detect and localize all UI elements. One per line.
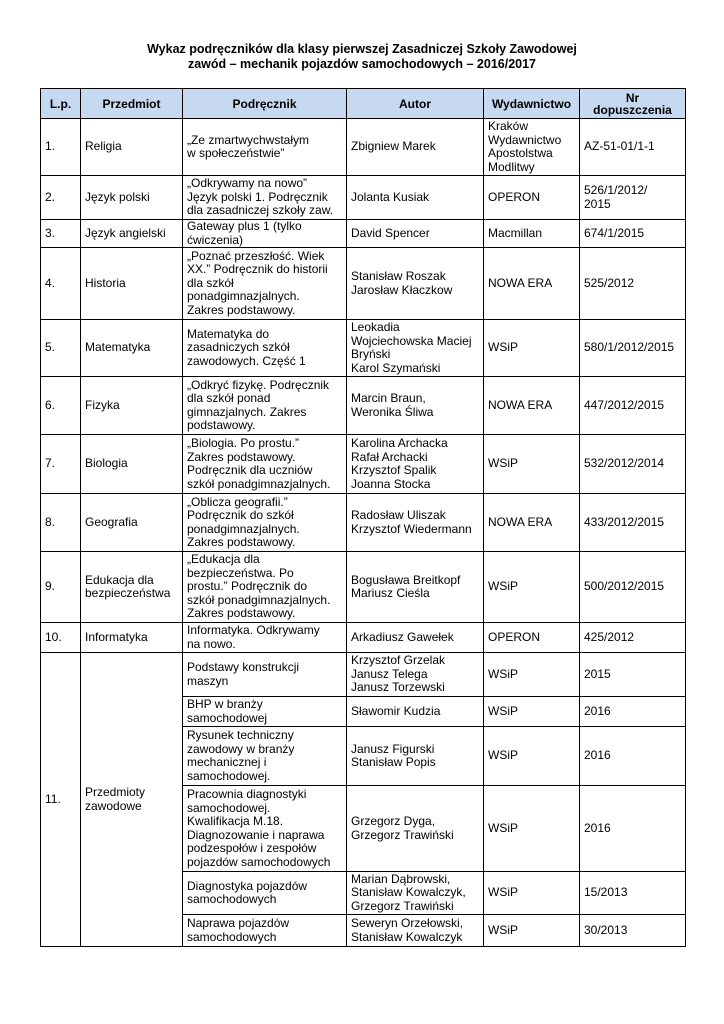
cell-subject: Religia — [81, 119, 183, 176]
cell-subject: Informatyka — [81, 623, 183, 653]
textbook-table — [40, 88, 686, 947]
cell-approval-number: 674/1/2015 — [580, 220, 686, 248]
cell-author: Stanisław Roszak Jarosław Kłaczkow — [347, 248, 484, 320]
cell-author: Marcin Braun, Weronika Śliwa — [347, 377, 484, 435]
cell-lp: 8. — [41, 494, 81, 552]
cell-subject: Edukacja dla bezpieczeństwa — [81, 552, 183, 623]
table-row — [41, 176, 686, 220]
cell-author: Zbigniew Marek — [347, 119, 484, 176]
cell-textbook: „Biologia. Po prostu.” Zakres podstawowy. Podręcznik dla uczniów szkół ponadgimnazjalnych. — [183, 435, 347, 494]
header-textbook: Podręcznik — [183, 89, 347, 119]
cell-textbook: Naprawa pojazdów samochodowych — [183, 915, 347, 947]
cell-publisher: WSiP — [484, 653, 580, 697]
cell-lp: 7. — [41, 435, 81, 494]
cell-approval-number: 15/2013 — [580, 872, 686, 915]
cell-subject: Biologia — [81, 435, 183, 494]
cell-textbook: Matematyka do zasadniczych szkół zawodowych. Część 1 — [183, 320, 347, 377]
table-row — [41, 320, 686, 377]
cell-author: Bogusława Breitkopf Mariusz Cieśla — [347, 552, 484, 623]
cell-textbook: „Odkryć fizykę. Podręcznik dla szkół ponad gimnazjalnych. Zakres podstawowy. — [183, 377, 347, 435]
cell-subject: Geografia — [81, 494, 183, 552]
cell-approval-number: 500/2012/2015 — [580, 552, 686, 623]
cell-lp: 3. — [41, 220, 81, 248]
table-row — [41, 623, 686, 653]
cell-author: Marian Dąbrowski, Stanisław Kowalczyk, Grzegorz Trawiński — [347, 872, 484, 915]
header-publisher: Wydawnictwo — [484, 89, 580, 119]
cell-textbook: Diagnostyka pojazdów samochodowych — [183, 872, 347, 915]
cell-approval-number: 2015 — [580, 653, 686, 697]
cell-publisher: WSiP — [484, 435, 580, 494]
cell-publisher: OPERON — [484, 623, 580, 653]
cell-author: Karolina Archacka Rafał Archacki Krzysztof Spalik Joanna Stocka — [347, 435, 484, 494]
cell-author: Krzysztof Grzelak Janusz Telega Janusz Torzewski — [347, 653, 484, 697]
table-row — [41, 220, 686, 248]
cell-publisher: WSiP — [484, 552, 580, 623]
cell-approval-number: 526/1/2012/ 2015 — [580, 176, 686, 220]
cell-approval-number: 2016 — [580, 786, 686, 872]
cell-subject: Język polski — [81, 176, 183, 220]
cell-lp: 6. — [41, 377, 81, 435]
table-row — [41, 653, 686, 697]
cell-publisher: WSiP — [484, 697, 580, 727]
cell-subject: Fizyka — [81, 377, 183, 435]
cell-publisher: NOWA ERA — [484, 494, 580, 552]
cell-publisher: NOWA ERA — [484, 377, 580, 435]
cell-author: Arkadiusz Gawełek — [347, 623, 484, 653]
cell-textbook: Gateway plus 1 (tylko ćwiczenia) — [183, 220, 347, 248]
cell-textbook: „Edukacja dla bezpieczeństwa. Po prostu.” Podręcznik do szkół ponadgimnazjalnych. Zakres podstawowy. — [183, 552, 347, 623]
cell-approval-number: 433/2012/2015 — [580, 494, 686, 552]
cell-publisher: NOWA ERA — [484, 248, 580, 320]
cell-author: Radosław Uliszak Krzysztof Wiedermann — [347, 494, 484, 552]
title-line-1: Wykaz podręczników dla klasy pierwszej Zasadniczej Szkoły Zawodowej — [147, 42, 577, 56]
cell-approval-number: AZ-51-01/1-1 — [580, 119, 686, 176]
cell-publisher: WSiP — [484, 915, 580, 947]
cell-approval-number: 525/2012 — [580, 248, 686, 320]
cell-textbook: Informatyka. Odkrywamy na nowo. — [183, 623, 347, 653]
cell-textbook: Pracownia diagnostyki samochodowej. Kwalifikacja M.18. Diagnozowanie i naprawa podzespołów i zespołów pojazdów samochodowych — [183, 786, 347, 872]
cell-textbook: „Poznać przeszłość. Wiek XX.” Podręcznik do historii dla szkół ponadgimnazjalnych. Zakres podstawowy. — [183, 248, 347, 320]
header-lp: L.p. — [41, 89, 81, 119]
cell-textbook: BHP w branży samochodowej — [183, 697, 347, 727]
cell-approval-number: 425/2012 — [580, 623, 686, 653]
header-subject: Przedmiot — [81, 89, 183, 119]
title-line-2: zawód – mechanik pojazdów samochodowych – 2016/2017 — [187, 57, 537, 71]
cell-approval-number: 2016 — [580, 727, 686, 786]
cell-subject: Język angielski — [81, 220, 183, 248]
cell-author: Grzegorz Dyga, Grzegorz Trawiński — [347, 786, 484, 872]
cell-subject: Historia — [81, 248, 183, 320]
table-row — [41, 435, 686, 494]
cell-approval-number: 580/1/2012/2015 — [580, 320, 686, 377]
cell-approval-number: 447/2012/2015 — [580, 377, 686, 435]
table-row — [41, 119, 686, 176]
table-row — [41, 552, 686, 623]
table-header-row — [41, 89, 686, 119]
cell-publisher: WSiP — [484, 786, 580, 872]
cell-publisher: OPERON — [484, 176, 580, 220]
cell-subject: Przedmioty zawodowe — [81, 653, 183, 947]
cell-publisher: Kraków Wydawnictwo Apostolstwa Modlitwy — [484, 119, 580, 176]
document-title — [0, 42, 724, 72]
cell-author: Jolanta Kusiak — [347, 176, 484, 220]
cell-textbook: „Odkrywamy na nowo” Język polski 1. Podręcznik dla zasadniczej szkoły zaw. — [183, 176, 347, 220]
cell-publisher: Macmillan — [484, 220, 580, 248]
cell-lp: 5. — [41, 320, 81, 377]
cell-author: Seweryn Orzełowski, Stanisław Kowalczyk — [347, 915, 484, 947]
cell-author: Janusz Figurski Stanisław Popis — [347, 727, 484, 786]
cell-lp: 1. — [41, 119, 81, 176]
cell-lp: 10. — [41, 623, 81, 653]
cell-textbook: Rysunek techniczny zawodowy w branży mechanicznej i samochodowej. — [183, 727, 347, 786]
cell-publisher: WSiP — [484, 320, 580, 377]
cell-textbook: „Ze zmartwychwstałym w społeczeństwie” — [183, 119, 347, 176]
cell-textbook: Podstawy konstrukcji maszyn — [183, 653, 347, 697]
cell-approval-number: 30/2013 — [580, 915, 686, 947]
cell-lp: 9. — [41, 552, 81, 623]
table-row — [41, 248, 686, 320]
table-row — [41, 494, 686, 552]
cell-textbook: „Oblicza geografii.” Podręcznik do szkół ponadgimnazjalnych. Zakres podstawowy. — [183, 494, 347, 552]
cell-author: David Spencer — [347, 220, 484, 248]
header-author: Autor — [347, 89, 484, 119]
table-row — [41, 377, 686, 435]
cell-approval-number: 2016 — [580, 697, 686, 727]
cell-publisher: WSiP — [484, 872, 580, 915]
cell-approval-number: 532/2012/2014 — [580, 435, 686, 494]
cell-subject: Matematyka — [81, 320, 183, 377]
cell-author: Leokadia Wojciechowska Maciej Bryński Karol Szymański — [347, 320, 484, 377]
cell-author: Sławomir Kudzia — [347, 697, 484, 727]
cell-lp: 11. — [41, 653, 81, 947]
cell-lp: 4. — [41, 248, 81, 320]
cell-lp: 2. — [41, 176, 81, 220]
cell-publisher: WSiP — [484, 727, 580, 786]
header-approval-number: Nr dopuszczenia — [580, 89, 686, 119]
